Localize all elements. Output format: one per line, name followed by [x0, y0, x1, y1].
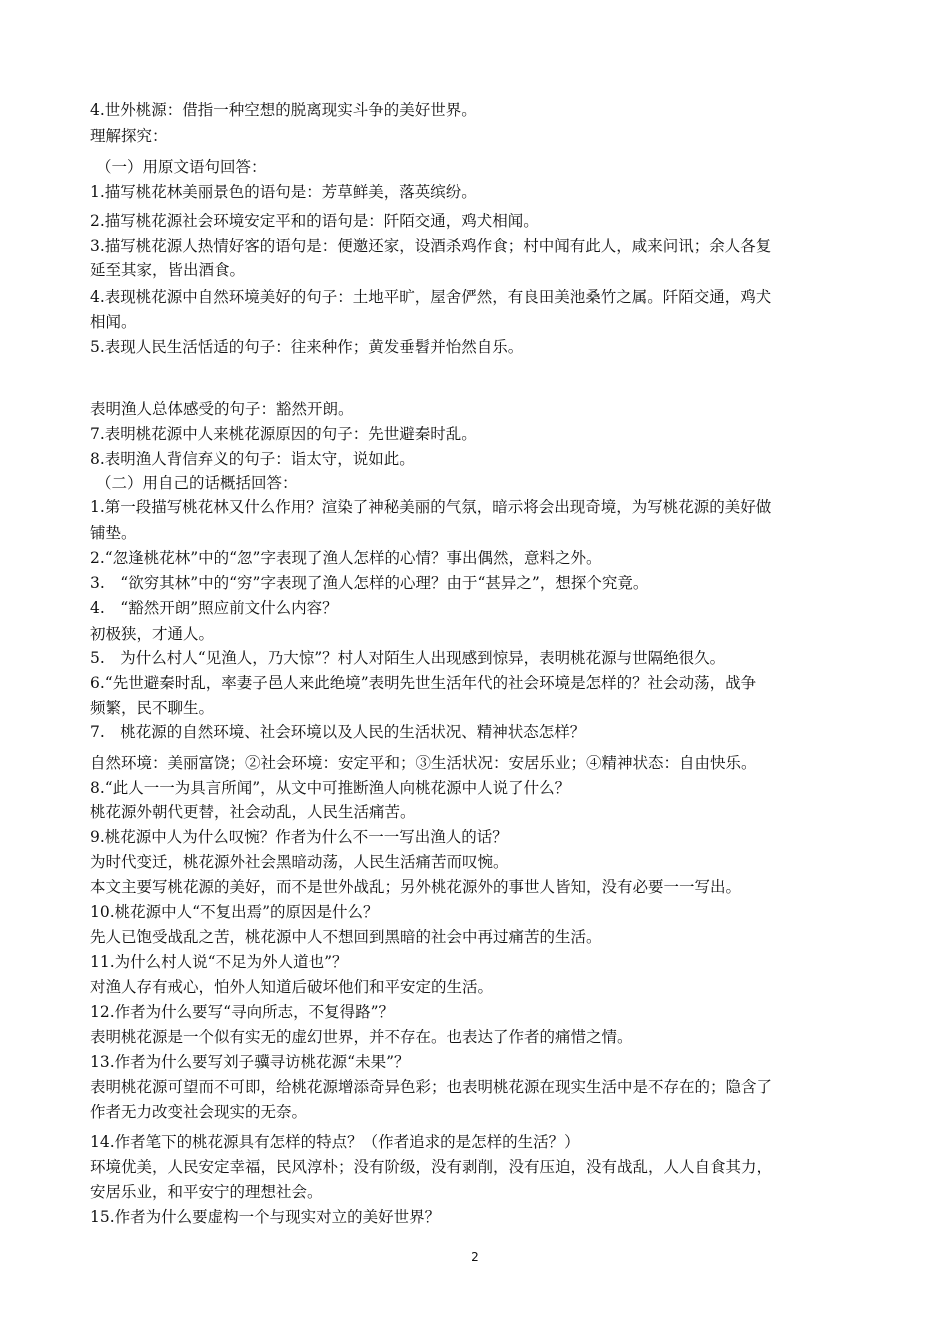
answer-line: 作者无力改变社会现实的无奈。: [90, 1103, 308, 1121]
question-line: 11.为什么村人说“不足为外人道也”？: [90, 953, 348, 971]
answer-line: 8.表明渔人背信弃义的句子：诣太守，说如此。: [90, 450, 415, 468]
question-line: 5. 为什么村人“见渔人，乃大惊”？村人对陌生人出现感到惊异，表明桃花源与世隔绝很久。: [90, 649, 726, 667]
answer-line: 为时代变迁，桃花源外社会黑暗动荡，人民生活痛苦而叹惋。: [90, 853, 509, 871]
answer-line: 桃花源外朝代更替，社会动乱，人民生活痛苦。: [90, 803, 416, 821]
definition-line: 4.世外桃源：借指一种空想的脱离现实斗争的美好世界。: [90, 101, 477, 119]
question-line: 2.“忽逢桃花林”中的“忽”字表现了渔人怎样的心情？事出偶然，意料之外。: [90, 549, 602, 567]
answer-line: 表明桃花源是一个似有实无的虚幻世界，并不存在。也表达了作者的痛惜之情。: [90, 1028, 633, 1046]
answer-line: 安居乐业，和平安宁的理想社会。: [90, 1183, 323, 1201]
question-line: 10.桃花源中人“不复出焉”的原因是什么？: [90, 903, 379, 921]
answer-line: 2.描写桃花源社会环境安定平和的语句是：阡陌交通，鸡犬相闻。: [90, 212, 539, 230]
question-line: 3. “欲穷其林”中的“穷”字表现了渔人怎样的心理？由于“甚异之”，想探个究竟。: [90, 574, 649, 592]
subsection-heading: （二）用自己的话概括回答：: [96, 474, 298, 492]
question-line: 6.“先世避秦时乱，率妻子邑人来此绝境”表明先世生活年代的社会环境是怎样的？社会动荡，战争: [90, 674, 757, 692]
answer-line: 表明桃花源可望而不可即，给桃花源增添奇异色彩；也表明桃花源在现实生活中是不存在的；隐含了: [90, 1078, 773, 1096]
question-line: 7. 桃花源的自然环境、社会环境以及人民的生活状况、精神状态怎样？: [90, 723, 586, 741]
answer-line: 延至其家，皆出酒食。: [90, 261, 246, 279]
question-line: 铺垫。: [90, 524, 137, 542]
answer-line: 自然环境：美丽富饶；②社会环境：安定平和；③生活状况：安居乐业；④精神状态：自由快乐。: [90, 754, 757, 772]
answer-line: 表明渔人总体感受的句子：豁然开朗。: [90, 400, 354, 418]
answer-line: 先人已饱受战乱之苦，桃花源中人不想回到黑暗的社会中再过痛苦的生活。: [90, 928, 602, 946]
question-line: 4. “豁然开朗”照应前文什么内容？: [90, 599, 338, 617]
answer-line: 本文主要写桃花源的美好，而不是世外战乱；另外桃花源外的事世人皆知，没有必要一一写出。: [90, 878, 742, 896]
answer-line: 相闻。: [90, 313, 137, 331]
page-number: 2: [471, 1250, 479, 1264]
answer-line: 初极狭，才通人。: [90, 625, 215, 643]
question-line: 12.作者为什么要写“寻向所志，不复得路”？: [90, 1003, 394, 1021]
question-line: 15.作者为什么要虚构一个与现实对立的美好世界？: [90, 1208, 441, 1226]
question-line: 9.桃花源中人为什么叹惋？作者为什么不一一写出渔人的话？: [90, 828, 508, 846]
subsection-heading: （一）用原文语句回答：: [96, 158, 267, 176]
answer-line: 环境优美，人民安定幸福，民风淳朴；没有阶级，没有剥削，没有压迫，没有战乱，人人自食其力，: [90, 1158, 773, 1176]
question-line: 8.“此人一一为具言所闻”，从文中可推断渔人向桃花源中人说了什么？: [90, 779, 571, 797]
question-line: 14.作者笔下的桃花源具有怎样的特点？（作者追求的是怎样的生活？）: [90, 1133, 580, 1151]
question-line: 频繁，民不聊生。: [90, 699, 215, 717]
answer-line: 1.描写桃花林美丽景色的语句是：芳草鲜美，落英缤纷。: [90, 183, 477, 201]
question-line: 1.第一段描写桃花林又什么作用？渲染了神秘美丽的气氛，暗示将会出现奇境，为写桃花源的美好做: [90, 498, 772, 516]
answer-line: 5.表现人民生活恬适的句子：往来种作；黄发垂髫并怡然自乐。: [90, 338, 524, 356]
answer-line: 对渔人存有戒心，怕外人知道后破坏他们和平安定的生活。: [90, 978, 494, 996]
question-line: 13.作者为什么要写刘子骥寻访桃花源“未果”？: [90, 1053, 410, 1071]
answer-line: 7.表明桃花源中人来桃花源原因的句子：先世避秦时乱。: [90, 425, 477, 443]
answer-line: 3.描写桃花源人热情好客的语句是：便邀还家，设酒杀鸡作食；村中闻有此人，咸来问讯；余人各复: [90, 237, 772, 255]
answer-line: 4.表现桃花源中自然环境美好的句子：土地平旷，屋舍俨然，有良田美池桑竹之属。阡陌交通，鸡犬: [90, 288, 772, 306]
section-heading: 理解探究：: [90, 127, 168, 145]
